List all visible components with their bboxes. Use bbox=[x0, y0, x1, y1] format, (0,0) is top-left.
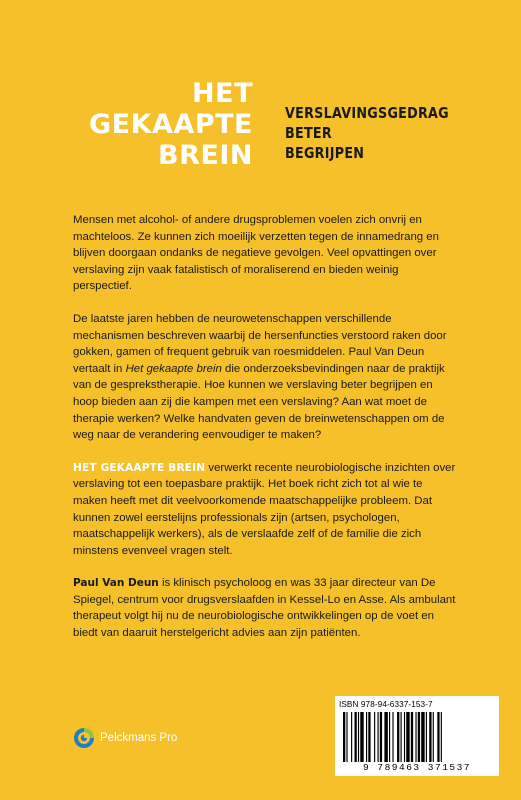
author-name: Paul Van Deun bbox=[73, 577, 159, 590]
p2-text-b: die onderzoeksbevindingen naar de praktijk van de gesprekstherapie. Hoe kunnen we verslaving beter begrijpen en hoop bieden aan zij die kampen met een verslaving? Aan wat moet de therapie werken? Welke handvaten geven de breinwetenschappen om de weg naar de verandering eenvoudiger te maken? bbox=[73, 362, 445, 442]
barcode-bar bbox=[389, 712, 390, 762]
book-title bbox=[89, 78, 253, 171]
barcode-number: 9 789463 371537 bbox=[362, 762, 471, 773]
barcode-bar bbox=[401, 712, 402, 762]
title-line-2: GEKAAPTE bbox=[89, 109, 253, 140]
p3-text: verwerkt recente neurobiologische inzichten over verslaving tot een toepasbare praktijk. Het boek richt zich tot al wie te maken heeft met dit veelvoorkomende maatschappelijke probleem. Dat kunnen zowel eerstelijns professionals zijn (artsen, psychologen, maatschappelijk werkers), als de verslaafde zelf of de familie die zich minstens evenveel vragen stelt. bbox=[73, 461, 456, 557]
barcode-bar bbox=[437, 712, 439, 762]
subtitle-line-1: VERSLAVINGSGEDRAG bbox=[285, 104, 449, 122]
barcode-bar bbox=[397, 712, 399, 762]
barcode-bar bbox=[351, 712, 352, 762]
book-subtitle bbox=[285, 103, 449, 163]
publisher-logo-block bbox=[73, 727, 177, 749]
subtitle-line-2: BETER bbox=[285, 124, 332, 142]
p2-book-title-italic: Het gekaapte brein bbox=[125, 362, 222, 375]
barcode-bar bbox=[392, 712, 393, 762]
author-bio-text: is klinisch psycholoog en was 33 jaar directeur van De Spiegel, centrum voor drugsverslaafden in Kessel-Lo en Asse. Als ambulant therapeut volgt hij nu de neurobiologische ontwikkelingen op de voet en biedt van daaruit herstelgericht advies aan zijn patiënten. bbox=[73, 577, 456, 640]
barcode-bar bbox=[343, 712, 345, 762]
barcode-bar bbox=[358, 712, 359, 762]
blurb-paragraph-3 bbox=[73, 460, 459, 560]
barcode-bar bbox=[346, 712, 347, 762]
barcode-bar bbox=[429, 712, 431, 762]
publisher-name: Pelckmans Pro bbox=[100, 732, 178, 744]
barcode-bar bbox=[418, 712, 420, 762]
barcode-bar bbox=[433, 712, 434, 762]
barcode-bar bbox=[366, 712, 367, 762]
barcode-bar bbox=[406, 712, 409, 762]
barcode-icon bbox=[341, 712, 493, 762]
p3-lead-title: HET GEKAAPTE BREIN bbox=[73, 461, 206, 474]
barcode-bar bbox=[374, 712, 375, 762]
barcode-bar bbox=[415, 712, 416, 762]
barcode-bar bbox=[411, 712, 413, 762]
pelckmans-logo-icon bbox=[73, 727, 95, 749]
blurb-paragraph-2 bbox=[73, 311, 459, 444]
barcode-bar bbox=[384, 712, 387, 762]
title-line-1: HET bbox=[192, 78, 253, 109]
blurb bbox=[73, 212, 459, 658]
barcode-panel bbox=[335, 696, 499, 776]
barcode-bar bbox=[421, 712, 424, 762]
barcode-bar bbox=[404, 712, 405, 762]
barcode-bar bbox=[441, 712, 442, 762]
blurb-paragraph-1: Mensen met alcohol- of andere drugsproblemen voelen zich onvrij en machteloos. Ze kunnen zich moeilijk verzetten tegen de innamedrang en blijven doorgaan ondanks de negatieve gevolgen. Veel opvattingen over verslaving zijn vaak fatalistisch of moraliserend en bieden weinig perspectief. bbox=[73, 214, 439, 293]
isbn-label: ISBN 978-94-6337-153-7 bbox=[339, 700, 433, 709]
barcode-bar bbox=[380, 712, 382, 762]
p2-text-a: De laatste jaren hebben de neurowetenschappen verschillende mechanismen beschreven waarbij de hersenfuncties verstoord raken door gokken, gamen of frequent gebruik van roesmiddelen. Paul Van Deun vertaalt in bbox=[73, 312, 447, 375]
barcode-bar bbox=[360, 712, 363, 762]
subtitle-line-3: BEGRIJPEN bbox=[285, 144, 365, 162]
barcode-bar bbox=[426, 712, 427, 762]
title-block bbox=[0, 78, 521, 188]
barcode-bar bbox=[378, 712, 379, 762]
title-line-3: BREIN bbox=[158, 140, 253, 171]
barcode-bar bbox=[355, 712, 357, 762]
barcode-bar bbox=[368, 712, 370, 762]
author-bio bbox=[73, 575, 459, 641]
